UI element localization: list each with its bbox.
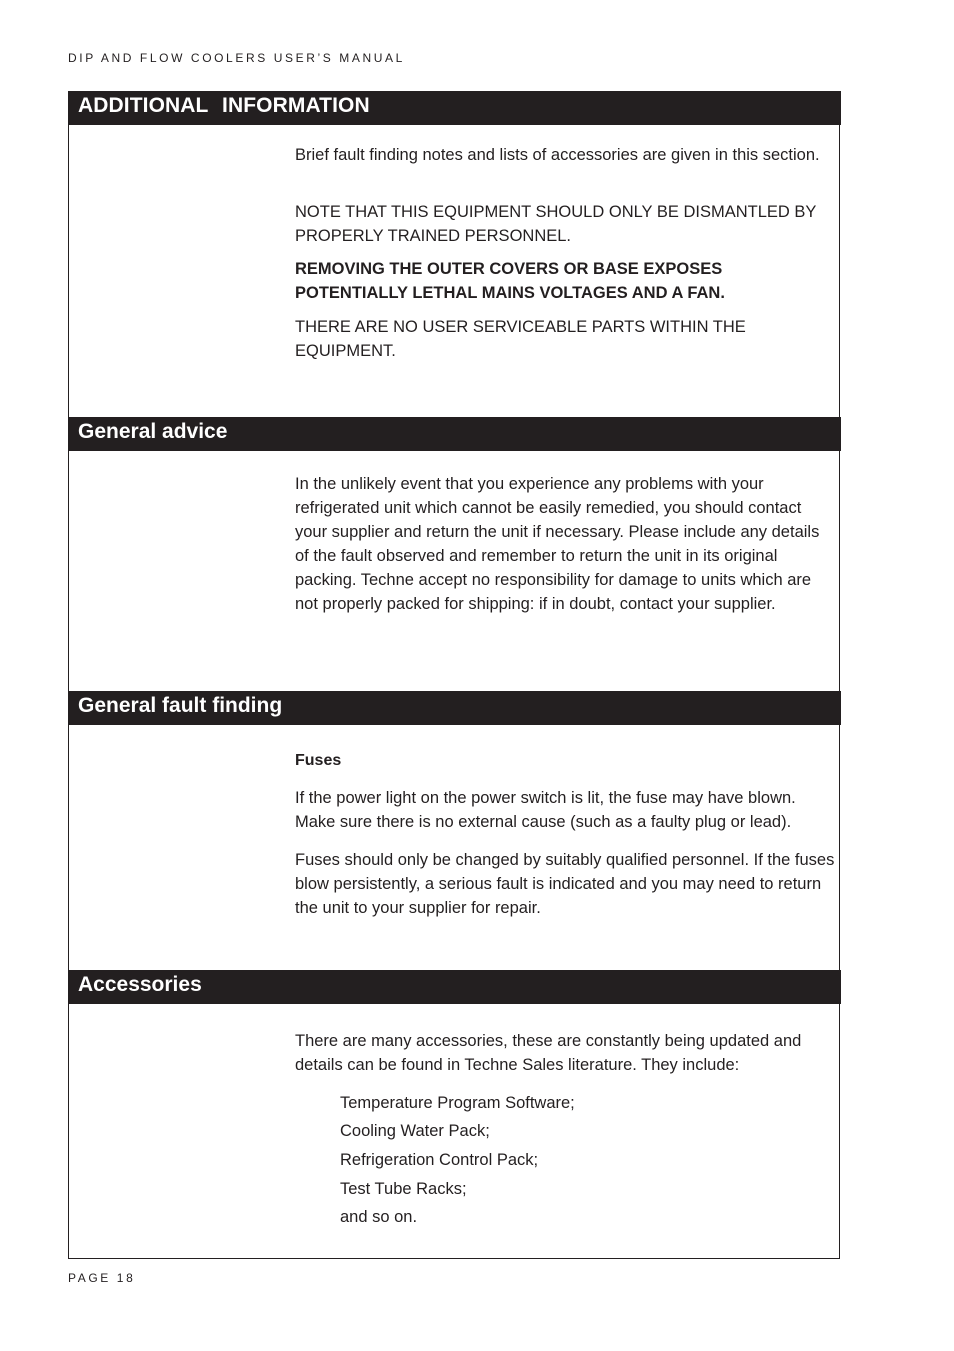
general-advice-paragraph: In the unlikely event that you experience any problems with your refrigerated unit which cannot be easily remedied, you should contact your supplier and return the unit if necessary. Please include any details of the fault observed and remember to return the unit in its original packing. Techne accept no responsibility for damage to units which are not properly packed for shipping: if in doubt, contact your supplier. (295, 475, 820, 613)
fuses-paragraph-2: Fuses should only be changed by suitably qualified personnel. If the fuses blow persistently, a serious fault is indicated and you may need to return the unit to your supplier for repair. (295, 851, 835, 917)
page-number: PAGE 18 (68, 1271, 136, 1285)
fuses-subheading: Fuses (295, 752, 342, 769)
fuses-paragraph-1: If the power light on the power switch is lit, the fuse may have blown. Make sure there is no external cause (such as a faulty plug or lead). (295, 789, 796, 831)
accessory-item: and so on. (340, 1208, 418, 1226)
mains-voltage-warning: REMOVING THE OUTER COVERS OR BASE EXPOSES POTENTIALLY LETHAL MAINS VOLTAGES AND A FAN. (295, 260, 725, 302)
accessory-item: Refrigeration Control Pack; (340, 1151, 539, 1169)
accessory-item: Cooling Water Pack; (340, 1122, 490, 1140)
section-title-general-advice: General advice (68, 417, 841, 451)
accessories-intro: There are many accessories, these are constantly being updated and details can be found in Techne Sales literature. They include: (295, 1032, 802, 1074)
dismantle-warning: NOTE THAT THIS EQUIPMENT SHOULD ONLY BE DISMANTLED BY PROPERLY TRAINED PERSONNEL. (295, 203, 817, 245)
running-header: DIP AND FLOW COOLERS USER’S MANUAL (68, 51, 405, 65)
no-serviceable-parts-note: THERE ARE NO USER SERVICEABLE PARTS WITHIN THE EQUIPMENT. (295, 318, 746, 360)
section-title-general-fault-finding: General fault finding (68, 691, 841, 725)
intro-paragraph: Brief fault finding notes and lists of accessories are given in this section. (295, 146, 820, 164)
accessory-item: Test Tube Racks; (340, 1180, 467, 1198)
section-title-additional-information: ADDITIONAL INFORMATION (68, 91, 841, 125)
section-title-accessories: Accessories (68, 970, 841, 1004)
accessory-item: Temperature Program Software; (340, 1094, 575, 1112)
